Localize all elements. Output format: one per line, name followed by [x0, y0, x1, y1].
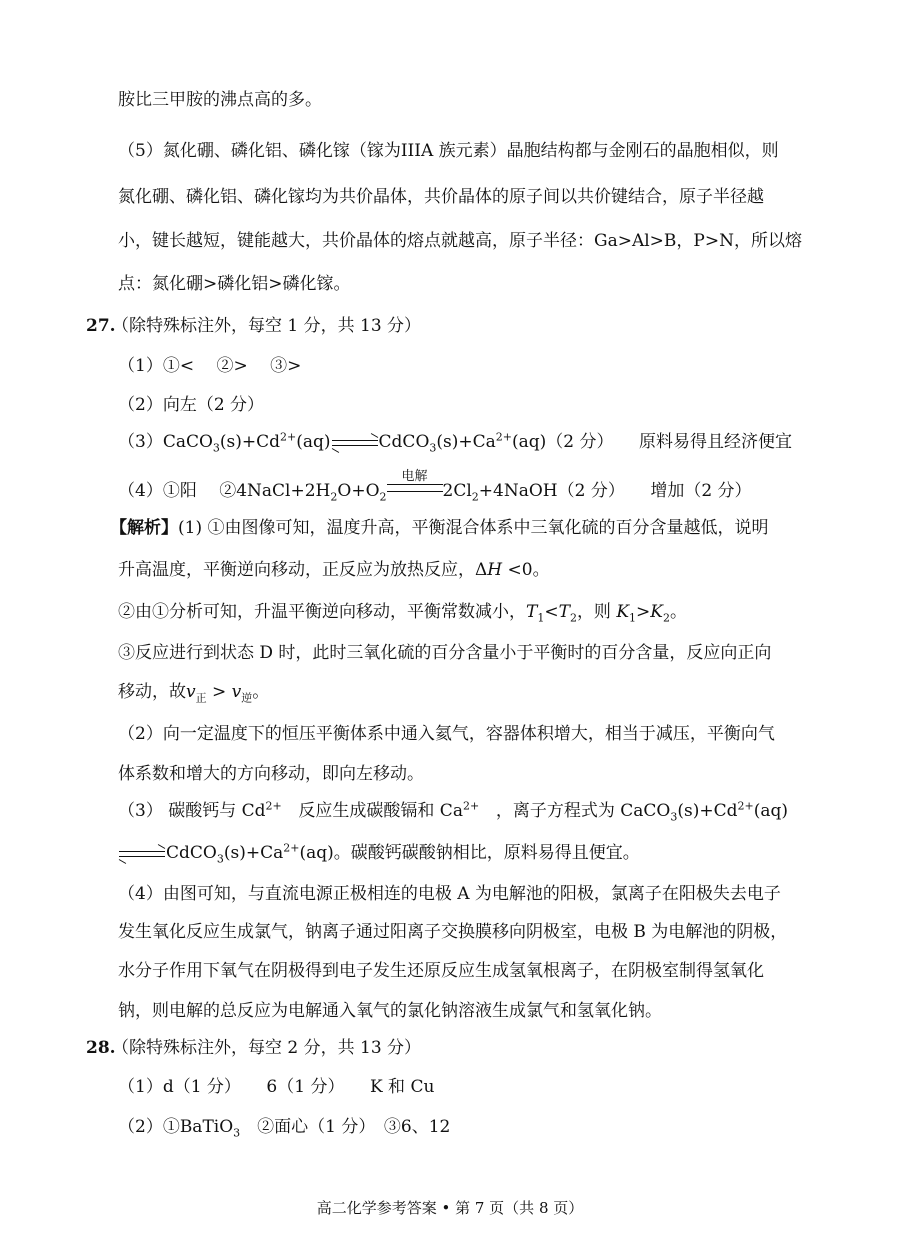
- page-footer: 高二化学参考答案 • 第 7 页（共 8 页）: [316, 1199, 584, 1217]
- analysis-line: （4）由图可知，与直流电源正极相连的电极 A 为电解池的阳极，氯离子在阳极失去电子: [118, 884, 781, 904]
- analysis-line: 体系数和增大的方向移动，即向左移动。: [118, 764, 424, 784]
- analysis-line: 【解析】(1) ①由图像可知，温度升高，平衡混合体系中三氧化硫的百分含量越低，说明: [110, 518, 769, 538]
- analysis-line: 发生氧化反应生成氯气，钠离子通过阳离子交换膜移向阴极室，电极 B 为电解池的阴极，: [118, 922, 788, 942]
- question-header: （除特殊标注外，每空 2 分，共 13 分）: [112, 1038, 422, 1058]
- text-line: （5）氮化硼、磷化铝、磷化镓（镓为IIIA 族元素）晶胞结构都与金刚石的晶胞相似，则: [118, 141, 779, 161]
- answer-line: （2）①BaTiO$_3$ ②面心（1 分） ③6、12: [118, 1117, 451, 1140]
- equilibrium-arrow: [119, 849, 165, 859]
- text-line: 点：氮化硼>磷化铝>磷化镓。: [118, 274, 351, 294]
- answer-equation: $(3)CaCO_3(s)+Cd^{2+}(aq)$ $CdCO_3(s)+Ca^{2+}(aq)(2$ 分） 原料易得且经济便宜: [118, 430, 793, 455]
- analysis-line: ②由①分析可知，升温平衡逆向移动，平衡常数减小，$T_1<T_2$，则 $K_1>K_2$。: [118, 602, 687, 625]
- analysis-line: 移动，故$v_正 > v_逆$。: [118, 682, 270, 705]
- question-header: （除特殊标注外，每空 1 分，共 13 分）: [112, 316, 422, 336]
- analysis-line: 钠，则电解的总反应为电解通入氧气的氯化钠溶液生成氯气和氢氧化钠。: [118, 1001, 662, 1021]
- answer-line: （1）①< ②> ③>: [118, 356, 302, 376]
- reaction-condition: 电解: [387, 484, 443, 496]
- question-number: 27.: [86, 316, 116, 336]
- analysis-line: 水分子作用下氧气在阴极得到电子发生还原反应生成氢氧根离子，在阴极室制得氢氧化: [118, 961, 764, 981]
- analysis-line: （3） 碳酸钙与 $Cd^{2+}$ 反应生成碳酸镉和 $Ca^{2+}$ ，离子方程式为 $CaCO_3(s)+Cd^{2+}(aq)$: [118, 799, 788, 824]
- answer-line: （2）向左（2 分）: [118, 395, 265, 415]
- answer-equation: （4）①阳 $②4NaCl+2H_2O+O_2$ 电解 $2Cl_2+4NaOH(2$ 分） 增加（2 分）: [118, 469, 752, 504]
- analysis-line: ③反应进行到状态 D 时，此时三氧化硫的百分含量小于平衡时的百分含量，反应向正向: [118, 643, 772, 663]
- equilibrium-arrow: [332, 438, 378, 448]
- analysis-line: $CdCO_3(s)+Ca^{2+}(aq)$。碳酸钙碳酸钠相比，原料易得且便宜。: [118, 845, 640, 862]
- question-number: 28.: [86, 1038, 116, 1058]
- answer-line: （1）d（1 分） 6（1 分） K 和 Cu: [118, 1077, 435, 1097]
- analysis-line: （2）向一定温度下的恒压平衡体系中通入氦气，容器体积增大，相当于减压，平衡向气: [118, 724, 775, 744]
- text-line: 小，键长越短，键能越大，共价晶体的熔点就越高，原子半径：Ga>Al>B，P>N，所以熔: [118, 231, 802, 251]
- text-line: 氮化硼、磷化铝、磷化镓均为共价晶体，共价晶体的原子间以共价键结合，原子半径越: [118, 187, 764, 207]
- text-line: 胺比三甲胺的沸点高的多。: [118, 90, 322, 110]
- analysis-line: 升高温度，平衡逆向移动，正反应为放热反应，ΔH <0。: [118, 560, 550, 580]
